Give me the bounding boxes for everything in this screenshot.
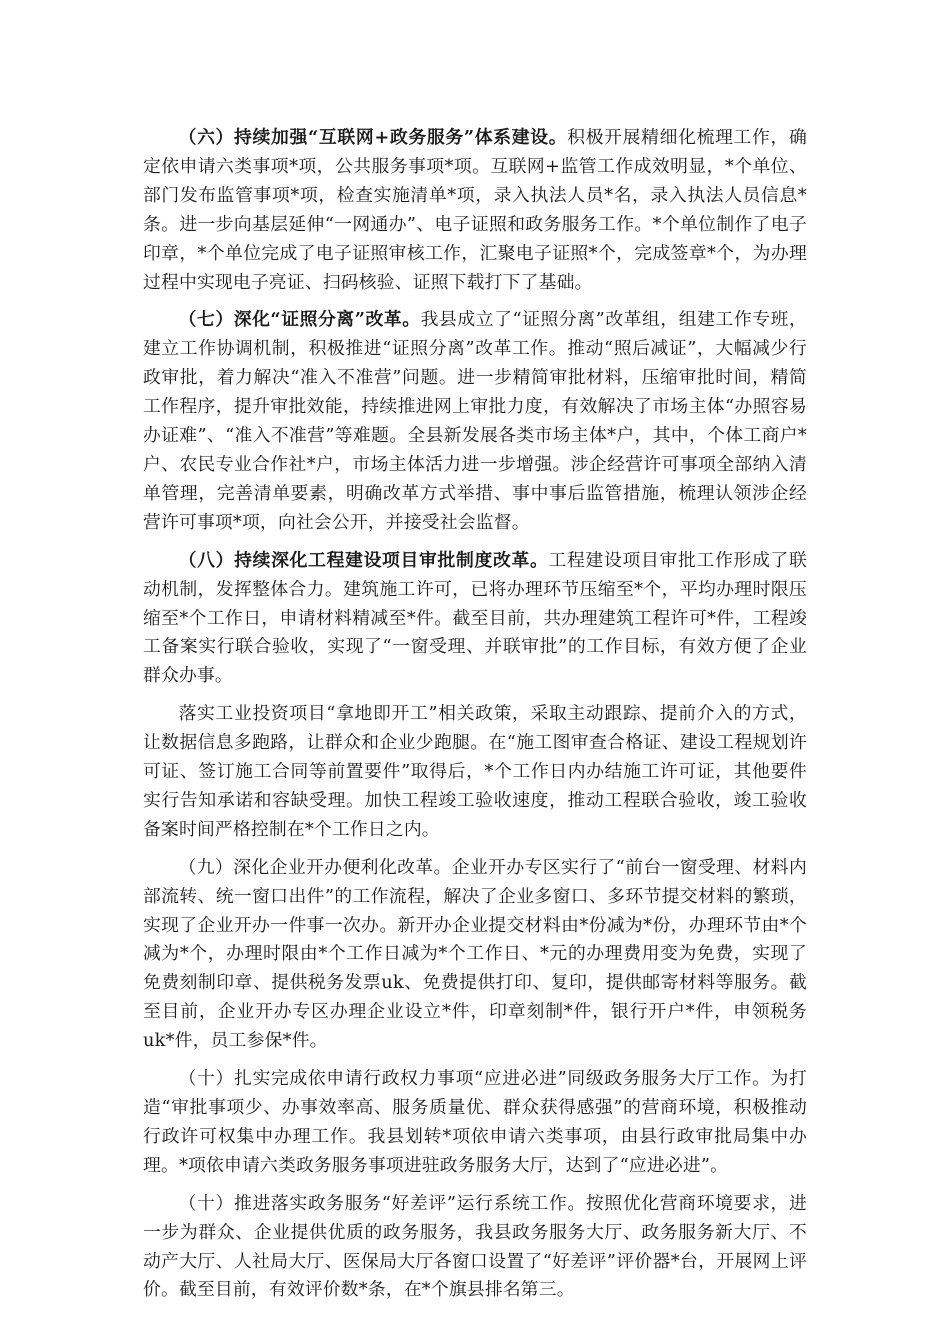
paragraph-8-continued bbox=[143, 700, 807, 845]
paragraph-heading: （七）深化“证照分离”改革。 bbox=[178, 309, 421, 331]
paragraph-body: （十）扎实完成依申请行政权力事项“应进必进”同级政务服务大厅工作。为打造“审批事项少、办事效率高、服务质量优、群众获得感强”的营商环境，积极推动行政许可权集中办理工作。我县划转*项依申请六类事项，由县行政审批局集中办理。*项依申请六类政务服务事项进驻政务服务大厅，达到了“应进必进”。 bbox=[143, 1068, 807, 1176]
document-page bbox=[143, 124, 807, 1314]
paragraph-9 bbox=[143, 854, 807, 1056]
paragraph-body: 落实工业投资项目“拿地即开工”相关政策，采取主动跟踪、提前介入的方式，让数据信息多跑路，让群众和企业少跑腿。在“施工图审查合格证、建设工程规划许可证、签订施工合同等前置要件”取得后，*个工作日内办结施工许可证，其他要件实行告知承诺和容缺受理。加快工程竣工验收速度，推动工程联合验收，竣工验收备案时间严格控制在*个工作日之内。 bbox=[143, 703, 807, 840]
paragraph-body: （九）深化企业开办便利化改革。企业开办专区实行了“前台一窗受理、材料内部流转、统一窗口出件”的工作流程，解决了企业多窗口、多环节提交材料的繁琐，实现了企业开办一件事一次办。新开办企业提交材料由*份减为*份，办理环节由*个减为*个，办理时限由*个工作日减为*个工作日、*元的办理费用变为免费，实现了免费刻制印章、提供税务发票uk、免费提供打印、复印，提供邮寄材料等服务。截至目前，企业开办专区办理企业设立*件，印章刻制*件，银行开户*件，申领税务uk*件，员工参保*件。 bbox=[143, 856, 807, 1052]
paragraph-body: （十）推进落实政务服务“好差评”运行系统工作。按照优化营商环境要求，进一步为群众、企业提供优质的政务服务，我县政务服务大厅、政务服务新大厅、不动产大厅、人社局大厅、医保局大厅各窗口设置了“好差评”评价器*台，开展网上评价。截至目前，有效评价数*条，在*个旗县排名第三。 bbox=[143, 1192, 807, 1301]
paragraph-10-second bbox=[143, 1190, 807, 1306]
paragraph-body: 积极开展精细化梳理工作，确定依申请六类事项*项，公共服务事项*项。互联网+监管工作成效明显，*个单位、部门发布监管事项*项，检查实施清单*项，录入执法人员*名，录入执法人员信息*条。进一步向基层延伸“一网通办”、电子证照和政务服务工作。*个单位制作了电子印章，*个单位完成了电子证照审核工作，汇聚电子证照*个，完成签章*个，为办理过程中实现电子亮证、扫码核验、证照下载打下了基础。 bbox=[143, 127, 807, 293]
paragraph-body: 工程建设项目审批工作形成了联动机制，发挥整体合力。建筑施工许可，已将办理环节压缩至*个，平均办理时限压缩至*个工作日，申请材料精减至*件。截至目前，共办理建筑工程许可*件，工程竣工备案实行联合验收，实现了“一窗受理、并联审批”的工作目标，有效方便了企业群众办事。 bbox=[143, 549, 807, 687]
paragraph-heading: （六）持续加强“互联网+政务服务”体系建设。 bbox=[178, 127, 568, 148]
paragraph-heading: （八）持续深化工程建设项目审批制度改革。 bbox=[178, 549, 549, 571]
paragraph-7 bbox=[143, 306, 807, 537]
paragraph-body: 我县成立了“证照分离”改革组，组建工作专班，建立工作协调机制，积极推进“证照分离”改革工作。推动“照后减证”，大幅减少行政审批，着力解决“准入不准营”问题。进一步精简审批材料，压缩审批时间，精简工作程序，提升审批效能，持续推进网上审批力度，有效解决了市场主体“办照容易办证难”、“准入不准营”等难题。全县新发展各类市场主体*户，其中，个体工商户*户、农民专业合作社*户，市场主体活力进一步增强。涉企经营许可事项全部纳入清单管理，完善清单要素，明确改革方式举措、事中事后监管措施，梳理认领涉企经营许可事项*项，向社会公开，并接受社会监督。 bbox=[143, 309, 807, 533]
paragraph-6 bbox=[143, 124, 807, 297]
paragraph-8 bbox=[143, 547, 807, 692]
paragraph-10 bbox=[143, 1065, 807, 1181]
